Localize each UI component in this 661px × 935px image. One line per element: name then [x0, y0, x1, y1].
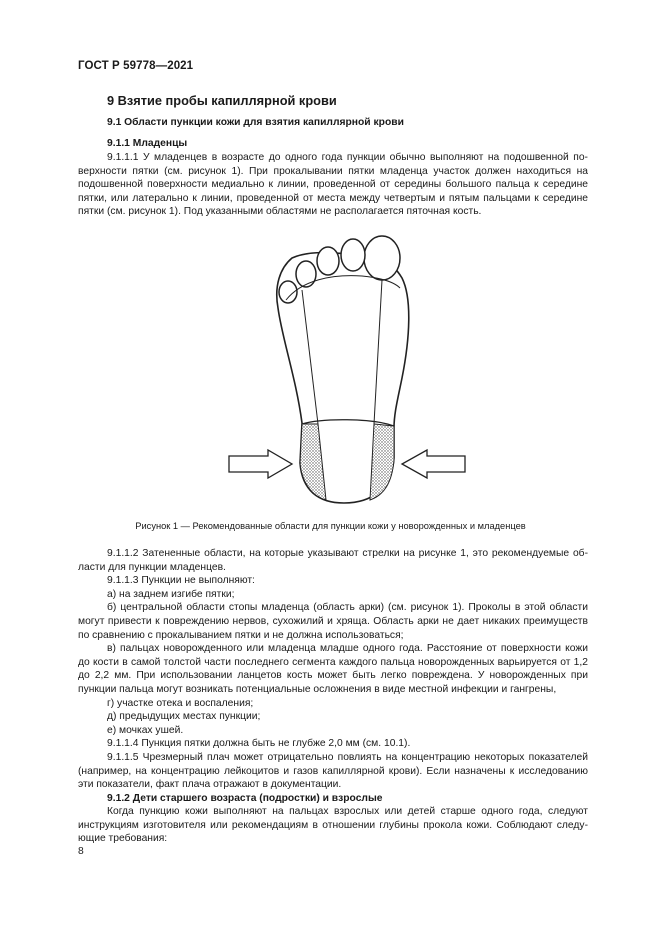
- list-item-g: г) участке отека и воспаления;: [107, 697, 254, 709]
- paragraph-9-1-1-1: 9.1.1.1 У младенцев в возрасте до одного года пункции обычно выполняют на подошвенной по-верхности пятки (см. рисунок 1). При прокалывании пятки младенца участок должен находиться на подошвенной поверхности медиально к линии, проведенной от середины большого пальца к середине пятки, или латерально к линии, проведенной от места между четвертым и пятым пальцами к середине пятки (см. рисунок 1). Под указанными областями не располагается пяточная кость.: [78, 152, 588, 218]
- paragraph-9-1-1-4: 9.1.1.4 Пункция пятки должна быть не глубже 2,0 мм (см. 10.1).: [107, 738, 411, 750]
- list-item-e: е) мочках ушей.: [107, 724, 184, 736]
- list-item-a: а) на заднем изгибе пятки;: [107, 588, 235, 600]
- subsection-heading: 9.1 Области пункции кожи для взятия капиллярной крови: [107, 117, 404, 128]
- page-number: 8: [78, 846, 84, 857]
- list-item-b: б) центральной области стопы младенца (область арки) (см. рисунок 1). Проколы в этой области могут привести к повреждению нервов, сухожилий и хряща. Область арки не дает никаких преимуществ по сравнению с прокалыванием пятки и не должна использоваться;: [78, 602, 588, 641]
- section-heading: 9 Взятие пробы капиллярной крови: [107, 93, 337, 108]
- paragraph-9-1-1-3: 9.1.1.3 Пункции не выполняют:: [107, 575, 255, 587]
- right-arrow: [402, 450, 465, 478]
- left-arrow: [229, 450, 292, 478]
- big-toe: [364, 236, 400, 280]
- toe-2: [341, 239, 365, 271]
- subsubsection-heading: 9.1.1 Младенцы: [107, 138, 188, 149]
- list-item-d: д) предыдущих местах пункции;: [107, 711, 261, 723]
- list-item-v: в) пальцах новорожденного или младенца младше одного года. Расстояние от поверхности кожи до кости в самой толстой части последнего сегмента каждого пальца новорожденных варьируется от 1,2 до 2,2 мм. При использовании ланцетов кость может быть легко повреждена. У новорожденных при пункции пальца могут возникать потенциальные осложнения в виде местной инфекции и гангрены,: [78, 643, 588, 695]
- toe-3: [317, 247, 339, 275]
- intro-text-block: [78, 151, 588, 219]
- subsubsection-heading-2: 9.1.2 Дети старшего возраста (подростки) и взрослые: [107, 792, 383, 804]
- foot-figure: [222, 228, 472, 516]
- figure-caption: Рисунок 1 — Рекомендованные области для пункции кожи у новорожденных и младенцев: [135, 521, 526, 531]
- paragraph-9-1-1-5: 9.1.1.5 Чрезмерный плач может отрицательно повлиять на концентрацию некоторых показателей (например, на концентрацию лейкоцитов и газов капиллярной крови). Если назначены к исследованию эти показатели, факт плача отражают в документации.: [78, 751, 588, 791]
- toe-4: [296, 261, 316, 287]
- standard-designation: ГОСТ Р 59778—2021: [78, 60, 194, 72]
- paragraph-9-1-1-2: 9.1.1.2 Затененные области, на которые указывают стрелки на рисунке 1, это рекомендуемые об-ласти для пункции младенцев.: [78, 548, 588, 573]
- shaded-zone-medial: [370, 424, 394, 500]
- body-text-block: [78, 547, 588, 846]
- paragraph-9-1-2: Когда пункцию кожи выполняют на пальцах взрослых или детей старше одного года, следуют инструкциям изготовителя или рекомендациям в отношении глубины прокола кожи. Соблюдают следу-ющие требования:: [78, 806, 588, 845]
